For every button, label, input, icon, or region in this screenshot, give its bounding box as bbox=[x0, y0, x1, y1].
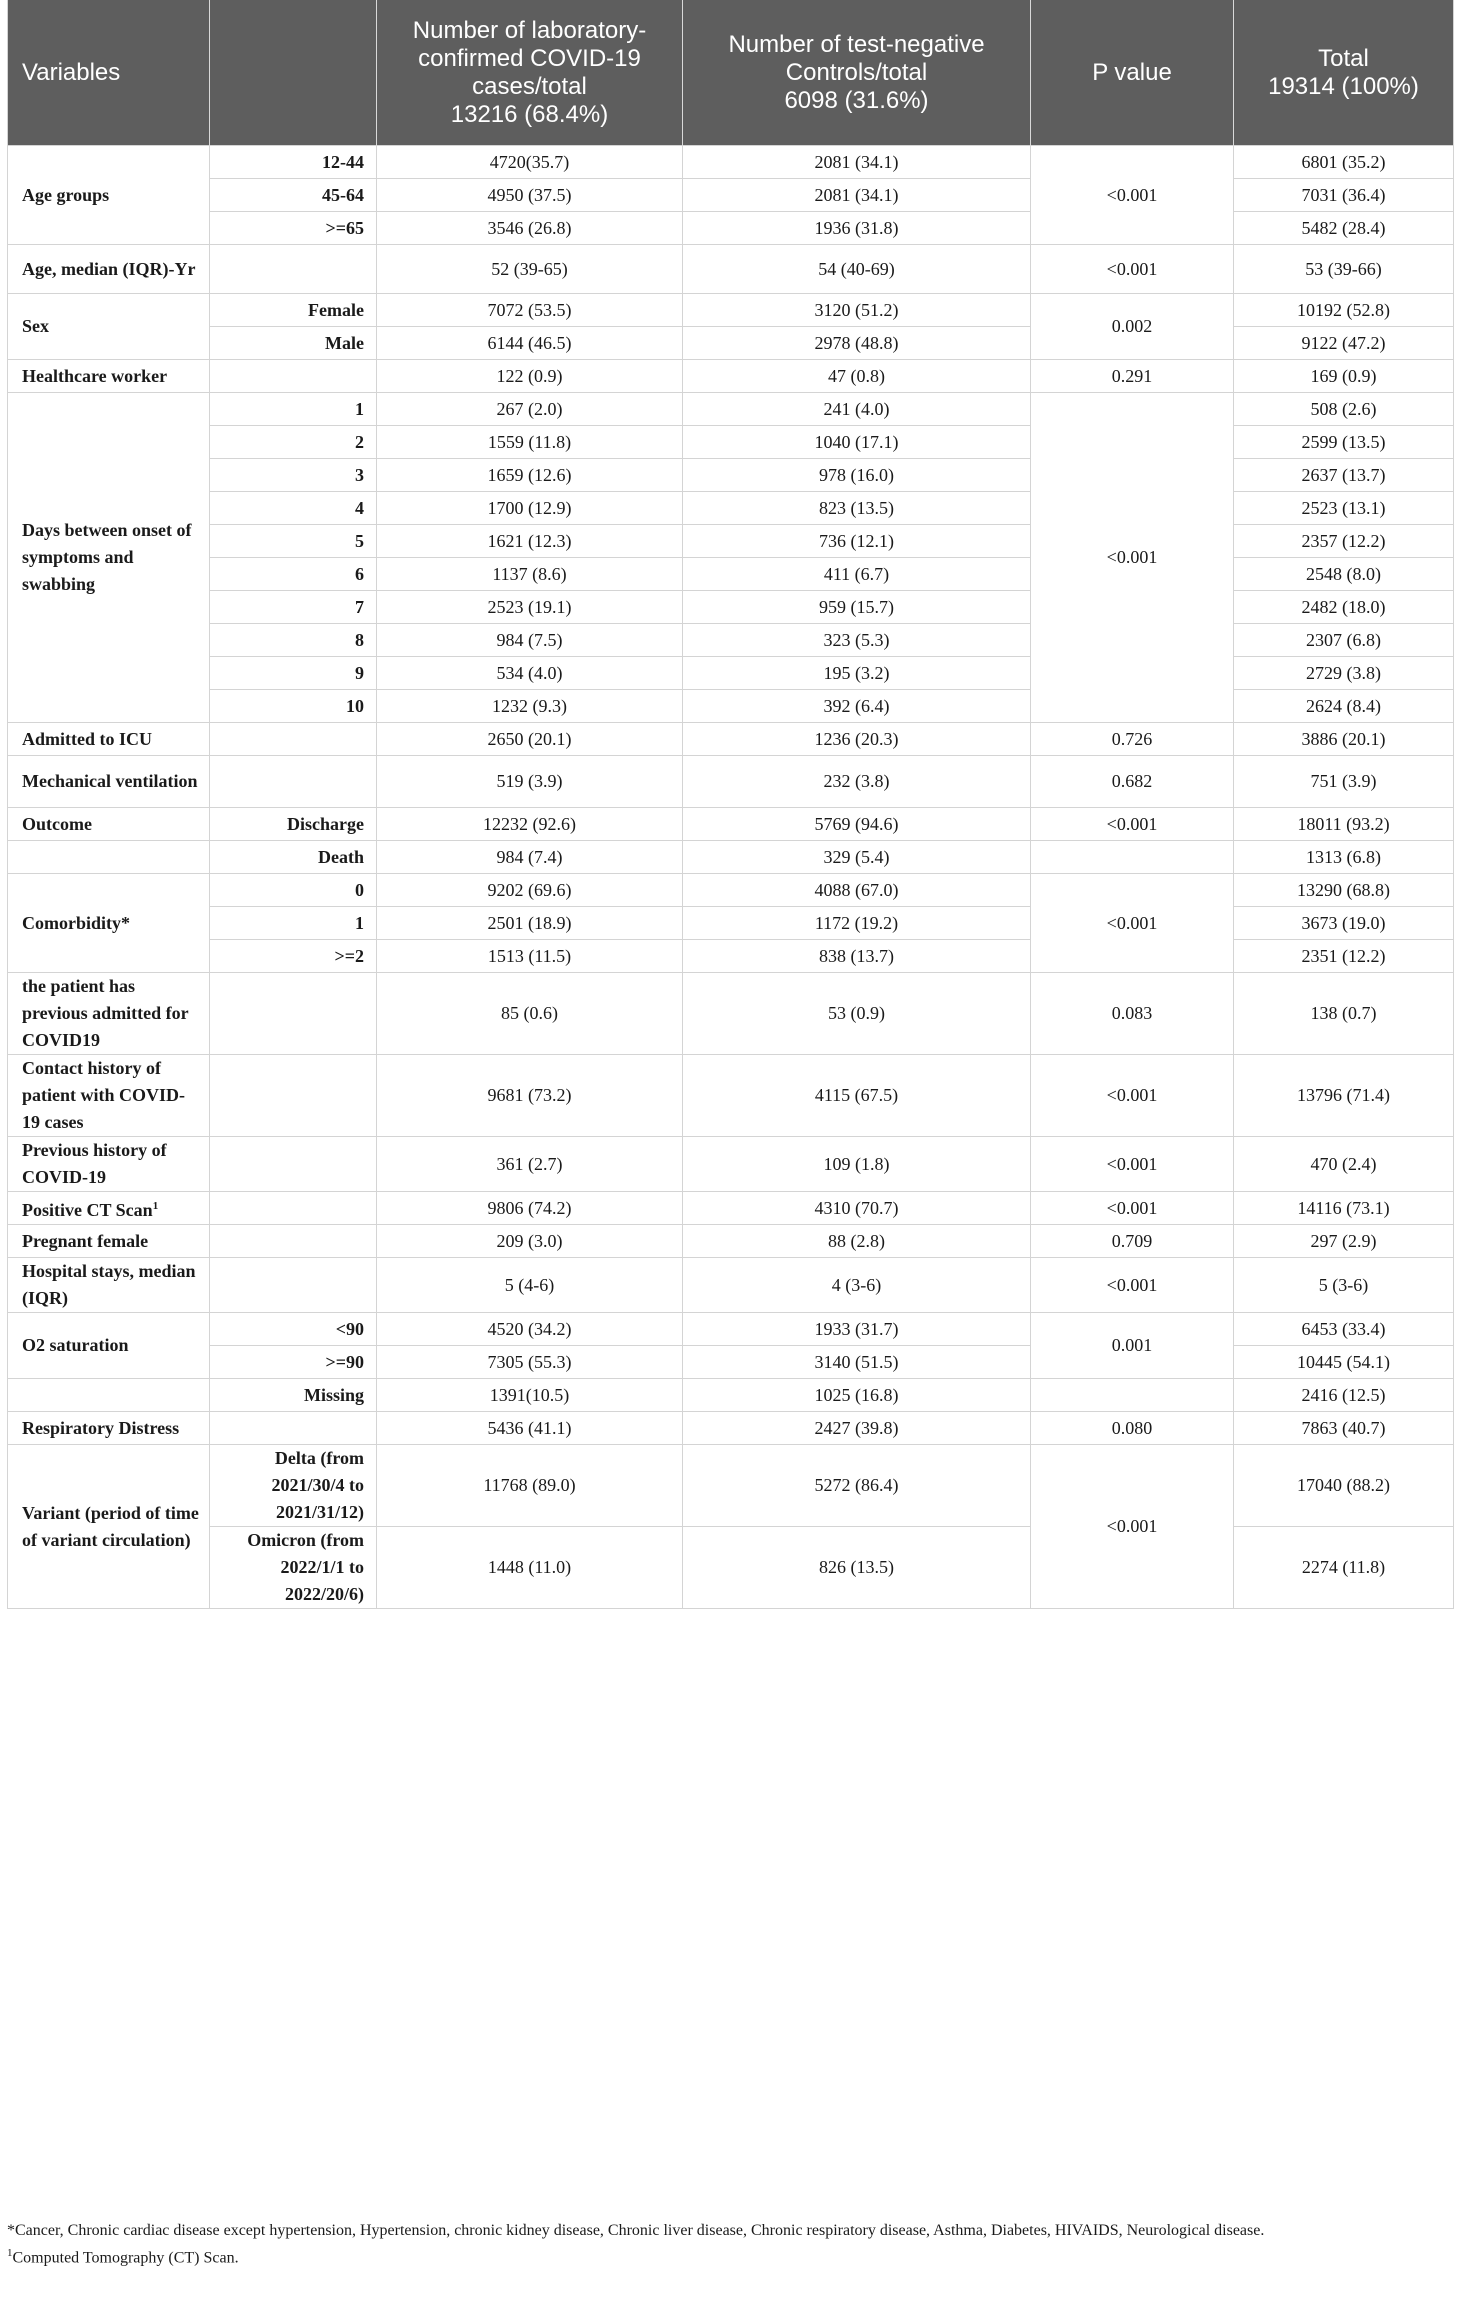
table-container bbox=[7, 0, 1453, 1609]
pvalue-cell: 0.726 bbox=[1031, 723, 1234, 756]
subgroup-label: >=65 bbox=[210, 212, 377, 245]
controls-cell: 2081 (34.1) bbox=[683, 146, 1031, 179]
table-row bbox=[8, 657, 1454, 690]
controls-cell: 959 (15.7) bbox=[683, 591, 1031, 624]
table-row bbox=[8, 940, 1454, 973]
cases-cell: 11768 (89.0) bbox=[377, 1445, 683, 1527]
pvalue-cell: <0.001 bbox=[1031, 874, 1234, 973]
subgroup-label bbox=[210, 245, 377, 294]
pvalue-cell: <0.001 bbox=[1031, 393, 1234, 723]
controls-cell: 195 (3.2) bbox=[683, 657, 1031, 690]
table-row bbox=[8, 1055, 1454, 1137]
cases-cell: 4720(35.7) bbox=[377, 146, 683, 179]
controls-cell: 1936 (31.8) bbox=[683, 212, 1031, 245]
table-row bbox=[8, 1527, 1454, 1609]
table-row bbox=[8, 294, 1454, 327]
table-row bbox=[8, 591, 1454, 624]
cases-cell: 984 (7.5) bbox=[377, 624, 683, 657]
controls-cell: 232 (3.8) bbox=[683, 756, 1031, 808]
controls-cell: 736 (12.1) bbox=[683, 525, 1031, 558]
subgroup-label bbox=[210, 756, 377, 808]
cases-cell: 52 (39-65) bbox=[377, 245, 683, 294]
subgroup-label: 3 bbox=[210, 459, 377, 492]
total-cell: 2548 (8.0) bbox=[1234, 558, 1454, 591]
header-variables: Variables bbox=[8, 0, 210, 146]
total-cell: 9122 (47.2) bbox=[1234, 327, 1454, 360]
total-cell: 2637 (13.7) bbox=[1234, 459, 1454, 492]
subgroup-label: Female bbox=[210, 294, 377, 327]
total-cell: 18011 (93.2) bbox=[1234, 808, 1454, 841]
controls-cell: 4115 (67.5) bbox=[683, 1055, 1031, 1137]
total-cell: 5482 (28.4) bbox=[1234, 212, 1454, 245]
cases-cell: 1232 (9.3) bbox=[377, 690, 683, 723]
total-cell: 2624 (8.4) bbox=[1234, 690, 1454, 723]
variable-label bbox=[8, 841, 210, 874]
pvalue-cell: 0.083 bbox=[1031, 973, 1234, 1055]
cases-cell: 122 (0.9) bbox=[377, 360, 683, 393]
variable-label: Healthcare worker bbox=[8, 360, 210, 393]
subgroup-label bbox=[210, 1055, 377, 1137]
table-row bbox=[8, 558, 1454, 591]
controls-cell: 109 (1.8) bbox=[683, 1137, 1031, 1192]
header-total-line: Total bbox=[1318, 44, 1369, 72]
subgroup-label: 1 bbox=[210, 393, 377, 426]
pvalue-cell: <0.001 bbox=[1031, 1445, 1234, 1609]
total-cell: 6801 (35.2) bbox=[1234, 146, 1454, 179]
controls-cell: 411 (6.7) bbox=[683, 558, 1031, 591]
total-cell: 138 (0.7) bbox=[1234, 973, 1454, 1055]
cases-cell: 5 (4-6) bbox=[377, 1258, 683, 1313]
cases-cell: 3546 (26.8) bbox=[377, 212, 683, 245]
data-table bbox=[7, 0, 1454, 1609]
pvalue-cell: 0.709 bbox=[1031, 1225, 1234, 1258]
subgroup-label: 10 bbox=[210, 690, 377, 723]
table-row bbox=[8, 624, 1454, 657]
total-cell: 13290 (68.8) bbox=[1234, 874, 1454, 907]
controls-cell: 1236 (20.3) bbox=[683, 723, 1031, 756]
variable-label: Hospital stays, median (IQR) bbox=[8, 1258, 210, 1313]
table-row bbox=[8, 1346, 1454, 1379]
pvalue-cell bbox=[1031, 1379, 1234, 1412]
header-cases-line: 13216 (68.4%) bbox=[450, 100, 609, 128]
total-cell: 14116 (73.1) bbox=[1234, 1192, 1454, 1225]
subgroup-label bbox=[210, 360, 377, 393]
pvalue-cell bbox=[1031, 841, 1234, 874]
header-cases-line: Number of laboratory- bbox=[412, 16, 647, 44]
cases-cell: 1559 (11.8) bbox=[377, 426, 683, 459]
subgroup-label: Omicron (from 2022/1/1 to 2022/20/6) bbox=[210, 1527, 377, 1609]
variable-label: Previous history of COVID-19 bbox=[8, 1137, 210, 1192]
header-cases bbox=[377, 0, 683, 146]
subgroup-label bbox=[210, 1137, 377, 1192]
table-row bbox=[8, 459, 1454, 492]
total-cell: 2523 (13.1) bbox=[1234, 492, 1454, 525]
table-body bbox=[8, 146, 1454, 1609]
subgroup-label: 8 bbox=[210, 624, 377, 657]
total-cell: 53 (39-66) bbox=[1234, 245, 1454, 294]
table-row bbox=[8, 1445, 1454, 1527]
cases-cell: 1700 (12.9) bbox=[377, 492, 683, 525]
cases-cell: 5436 (41.1) bbox=[377, 1412, 683, 1445]
pvalue-cell: <0.001 bbox=[1031, 1055, 1234, 1137]
subgroup-label: 1 bbox=[210, 907, 377, 940]
variable-label: Age, median (IQR)-Yr bbox=[8, 245, 210, 294]
pvalue-cell: <0.001 bbox=[1031, 808, 1234, 841]
total-cell: 10445 (54.1) bbox=[1234, 1346, 1454, 1379]
variable-label: Days between onset of symptoms and swabbing bbox=[8, 393, 210, 723]
controls-cell: 2081 (34.1) bbox=[683, 179, 1031, 212]
pvalue-cell: <0.001 bbox=[1031, 1258, 1234, 1313]
variable-label: Mechanical ventilation bbox=[8, 756, 210, 808]
subgroup-label: >=2 bbox=[210, 940, 377, 973]
subgroup-label: <90 bbox=[210, 1313, 377, 1346]
subgroup-label bbox=[210, 1412, 377, 1445]
footnote-ct-text: Computed Tomography (CT) Scan. bbox=[12, 2249, 239, 2267]
total-cell: 3673 (19.0) bbox=[1234, 907, 1454, 940]
controls-cell: 53 (0.9) bbox=[683, 973, 1031, 1055]
cases-cell: 267 (2.0) bbox=[377, 393, 683, 426]
controls-cell: 323 (5.3) bbox=[683, 624, 1031, 657]
total-cell: 7031 (36.4) bbox=[1234, 179, 1454, 212]
pvalue-cell: 0.291 bbox=[1031, 360, 1234, 393]
footnote-comorbidity: *Cancer, Chronic cardiac disease except hypertension, Hypertension, chronic kidney disease, Chronic liver disease, Chronic respiratory disease, Asthma, Diabetes, HIVAIDS, Neurological disease. bbox=[7, 2222, 1265, 2239]
total-cell: 751 (3.9) bbox=[1234, 756, 1454, 808]
subgroup-label: 2 bbox=[210, 426, 377, 459]
header-pvalue: P value bbox=[1031, 0, 1234, 146]
subgroup-label: Death bbox=[210, 841, 377, 874]
pvalue-cell: <0.001 bbox=[1031, 1192, 1234, 1225]
header-cases-line: cases/total bbox=[472, 72, 587, 100]
variable-label: Contact history of patient with COVID-19 cases bbox=[8, 1055, 210, 1137]
variable-label bbox=[8, 1192, 210, 1225]
controls-cell: 1172 (19.2) bbox=[683, 907, 1031, 940]
header-total-line: 19314 (100%) bbox=[1268, 72, 1419, 100]
total-cell: 17040 (88.2) bbox=[1234, 1445, 1454, 1527]
total-cell: 1313 (6.8) bbox=[1234, 841, 1454, 874]
subgroup-label: Missing bbox=[210, 1379, 377, 1412]
table-row bbox=[8, 146, 1454, 179]
subgroup-label: >=90 bbox=[210, 1346, 377, 1379]
controls-cell: 241 (4.0) bbox=[683, 393, 1031, 426]
controls-cell: 826 (13.5) bbox=[683, 1527, 1031, 1609]
subgroup-label: 7 bbox=[210, 591, 377, 624]
subgroup-label: Delta (from 2021/30/4 to 2021/31/12) bbox=[210, 1445, 377, 1527]
table-row bbox=[8, 525, 1454, 558]
controls-cell: 88 (2.8) bbox=[683, 1225, 1031, 1258]
table-row bbox=[8, 1258, 1454, 1313]
controls-cell: 4 (3-6) bbox=[683, 1258, 1031, 1313]
cases-cell: 984 (7.4) bbox=[377, 841, 683, 874]
header-controls-line: Number of test-negative bbox=[728, 30, 985, 58]
footnote-ct-marker: 1 bbox=[7, 2247, 13, 2259]
variable-label: Variant (period of time of variant circulation) bbox=[8, 1445, 210, 1609]
table-row bbox=[8, 1225, 1454, 1258]
pvalue-cell: 0.001 bbox=[1031, 1313, 1234, 1379]
cases-cell: 1659 (12.6) bbox=[377, 459, 683, 492]
controls-cell: 1933 (31.7) bbox=[683, 1313, 1031, 1346]
header-blank bbox=[210, 0, 377, 146]
table-row bbox=[8, 1379, 1454, 1412]
total-cell: 6453 (33.4) bbox=[1234, 1313, 1454, 1346]
subgroup-label: Male bbox=[210, 327, 377, 360]
cases-cell: 2650 (20.1) bbox=[377, 723, 683, 756]
pvalue-cell: <0.001 bbox=[1031, 1137, 1234, 1192]
table-row bbox=[8, 808, 1454, 841]
footnotes bbox=[7, 2220, 1453, 2269]
table-row bbox=[8, 756, 1454, 808]
table-row bbox=[8, 907, 1454, 940]
controls-cell: 4088 (67.0) bbox=[683, 874, 1031, 907]
subgroup-label: Discharge bbox=[210, 808, 377, 841]
cases-cell: 85 (0.6) bbox=[377, 973, 683, 1055]
cases-cell: 7305 (55.3) bbox=[377, 1346, 683, 1379]
controls-cell: 978 (16.0) bbox=[683, 459, 1031, 492]
cases-cell: 9681 (73.2) bbox=[377, 1055, 683, 1137]
variable-label-text: Positive CT Scan bbox=[22, 1199, 153, 1220]
table-row bbox=[8, 874, 1454, 907]
pvalue-cell: 0.002 bbox=[1031, 294, 1234, 360]
variable-label: Outcome bbox=[8, 808, 210, 841]
table-row bbox=[8, 245, 1454, 294]
total-cell: 297 (2.9) bbox=[1234, 1225, 1454, 1258]
pvalue-cell: 0.682 bbox=[1031, 756, 1234, 808]
controls-cell: 2978 (48.8) bbox=[683, 327, 1031, 360]
pvalue-cell: 0.080 bbox=[1031, 1412, 1234, 1445]
cases-cell: 4950 (37.5) bbox=[377, 179, 683, 212]
table-row bbox=[8, 1192, 1454, 1225]
header-cases-line: confirmed COVID-19 bbox=[418, 44, 641, 72]
subgroup-label: 0 bbox=[210, 874, 377, 907]
subgroup-label: 6 bbox=[210, 558, 377, 591]
cases-cell: 2501 (18.9) bbox=[377, 907, 683, 940]
cases-cell: 7072 (53.5) bbox=[377, 294, 683, 327]
controls-cell: 4310 (70.7) bbox=[683, 1192, 1031, 1225]
controls-cell: 54 (40-69) bbox=[683, 245, 1031, 294]
subgroup-label bbox=[210, 1192, 377, 1225]
total-cell: 2729 (3.8) bbox=[1234, 657, 1454, 690]
table-row bbox=[8, 1412, 1454, 1445]
pvalue-cell: <0.001 bbox=[1031, 245, 1234, 294]
cases-cell: 1621 (12.3) bbox=[377, 525, 683, 558]
cases-cell: 9202 (69.6) bbox=[377, 874, 683, 907]
header-controls bbox=[683, 0, 1031, 146]
controls-cell: 838 (13.7) bbox=[683, 940, 1031, 973]
table-row bbox=[8, 690, 1454, 723]
cases-cell: 4520 (34.2) bbox=[377, 1313, 683, 1346]
table-row bbox=[8, 492, 1454, 525]
cases-cell: 1448 (11.0) bbox=[377, 1527, 683, 1609]
controls-cell: 329 (5.4) bbox=[683, 841, 1031, 874]
cases-cell: 209 (3.0) bbox=[377, 1225, 683, 1258]
total-cell: 508 (2.6) bbox=[1234, 393, 1454, 426]
total-cell: 2416 (12.5) bbox=[1234, 1379, 1454, 1412]
total-cell: 2307 (6.8) bbox=[1234, 624, 1454, 657]
controls-cell: 5272 (86.4) bbox=[683, 1445, 1031, 1527]
cases-cell: 6144 (46.5) bbox=[377, 327, 683, 360]
controls-cell: 823 (13.5) bbox=[683, 492, 1031, 525]
cases-cell: 1513 (11.5) bbox=[377, 940, 683, 973]
controls-cell: 1040 (17.1) bbox=[683, 426, 1031, 459]
table-row bbox=[8, 327, 1454, 360]
table-row bbox=[8, 393, 1454, 426]
total-cell: 13796 (71.4) bbox=[1234, 1055, 1454, 1137]
controls-cell: 5769 (94.6) bbox=[683, 808, 1031, 841]
table-row bbox=[8, 426, 1454, 459]
controls-cell: 47 (0.8) bbox=[683, 360, 1031, 393]
total-cell: 2357 (12.2) bbox=[1234, 525, 1454, 558]
variable-label: Sex bbox=[8, 294, 210, 360]
total-cell: 169 (0.9) bbox=[1234, 360, 1454, 393]
table-row bbox=[8, 973, 1454, 1055]
variable-label: the patient has previous admitted for COVID19 bbox=[8, 973, 210, 1055]
total-cell: 7863 (40.7) bbox=[1234, 1412, 1454, 1445]
header-controls-line: Controls/total bbox=[785, 58, 928, 86]
variable-label: Respiratory Distress bbox=[8, 1412, 210, 1445]
subgroup-label: 4 bbox=[210, 492, 377, 525]
header-controls-line: 6098 (31.6%) bbox=[784, 86, 929, 114]
cases-cell: 2523 (19.1) bbox=[377, 591, 683, 624]
cases-cell: 534 (4.0) bbox=[377, 657, 683, 690]
subgroup-label: 5 bbox=[210, 525, 377, 558]
controls-cell: 1025 (16.8) bbox=[683, 1379, 1031, 1412]
total-cell: 2482 (18.0) bbox=[1234, 591, 1454, 624]
pvalue-cell: <0.001 bbox=[1031, 146, 1234, 245]
table-row bbox=[8, 360, 1454, 393]
table-row bbox=[8, 723, 1454, 756]
controls-cell: 3140 (51.5) bbox=[683, 1346, 1031, 1379]
cases-cell: 12232 (92.6) bbox=[377, 808, 683, 841]
table-row bbox=[8, 1137, 1454, 1192]
variable-label: Comorbidity* bbox=[8, 874, 210, 973]
controls-cell: 3120 (51.2) bbox=[683, 294, 1031, 327]
footnote-marker: 1 bbox=[152, 1199, 159, 1212]
subgroup-label bbox=[210, 723, 377, 756]
total-cell: 3886 (20.1) bbox=[1234, 723, 1454, 756]
cases-cell: 361 (2.7) bbox=[377, 1137, 683, 1192]
table-header bbox=[8, 0, 1454, 146]
total-cell: 2599 (13.5) bbox=[1234, 426, 1454, 459]
total-cell: 2351 (12.2) bbox=[1234, 940, 1454, 973]
subgroup-label bbox=[210, 1258, 377, 1313]
cases-cell: 1391(10.5) bbox=[377, 1379, 683, 1412]
subgroup-label: 45-64 bbox=[210, 179, 377, 212]
table-row bbox=[8, 212, 1454, 245]
controls-cell: 392 (6.4) bbox=[683, 690, 1031, 723]
variable-label: Age groups bbox=[8, 146, 210, 245]
total-cell: 470 (2.4) bbox=[1234, 1137, 1454, 1192]
controls-cell: 2427 (39.8) bbox=[683, 1412, 1031, 1445]
cases-cell: 1137 (8.6) bbox=[377, 558, 683, 591]
subgroup-label bbox=[210, 1225, 377, 1258]
variable-label: Pregnant female bbox=[8, 1225, 210, 1258]
table-row bbox=[8, 179, 1454, 212]
footnote-ct bbox=[7, 2242, 1453, 2269]
cases-cell: 519 (3.9) bbox=[377, 756, 683, 808]
variable-label: O2 saturation bbox=[8, 1313, 210, 1379]
subgroup-label: 9 bbox=[210, 657, 377, 690]
variable-label bbox=[8, 1379, 210, 1412]
subgroup-label bbox=[210, 973, 377, 1055]
total-cell: 10192 (52.8) bbox=[1234, 294, 1454, 327]
variable-label: Admitted to ICU bbox=[8, 723, 210, 756]
total-cell: 5 (3-6) bbox=[1234, 1258, 1454, 1313]
header-total bbox=[1234, 0, 1454, 146]
total-cell: 2274 (11.8) bbox=[1234, 1527, 1454, 1609]
table-row bbox=[8, 841, 1454, 874]
cases-cell: 9806 (74.2) bbox=[377, 1192, 683, 1225]
table-row bbox=[8, 1313, 1454, 1346]
subgroup-label: 12-44 bbox=[210, 146, 377, 179]
